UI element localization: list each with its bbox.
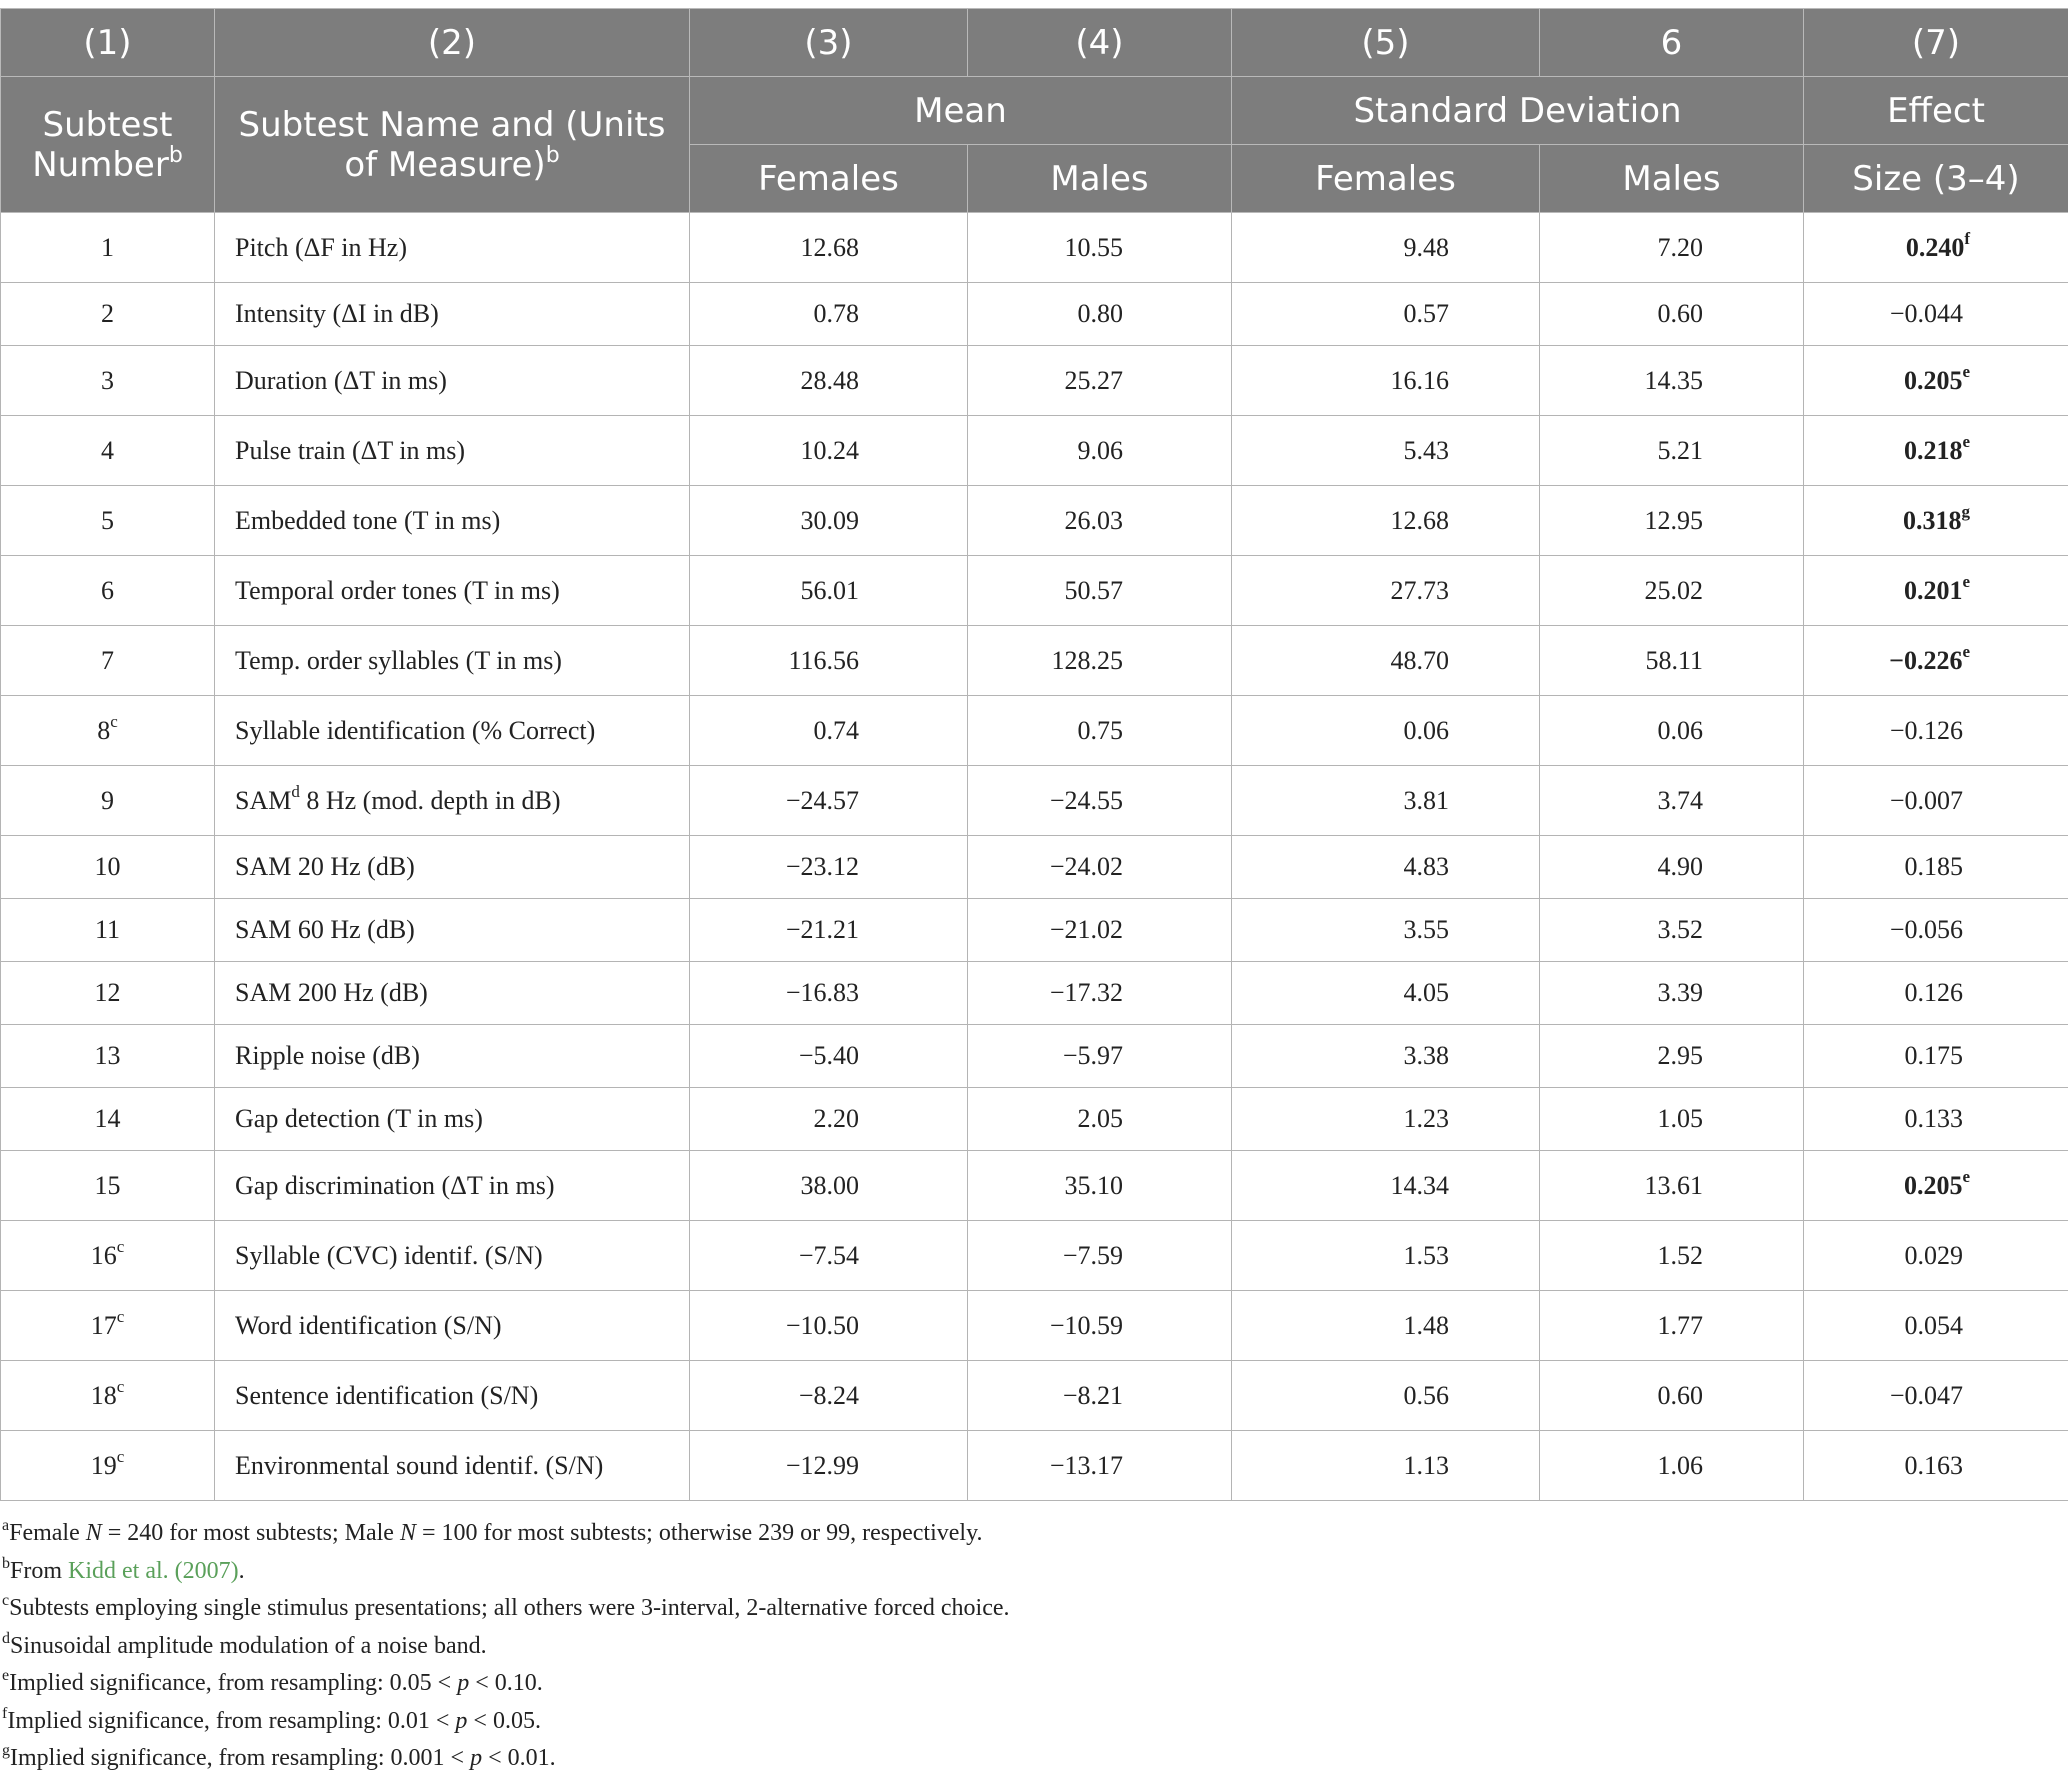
sd-females-cell: 48.70 bbox=[1232, 626, 1540, 696]
subtest-number-cell bbox=[1, 1221, 215, 1291]
sd-females-cell: 14.34 bbox=[1232, 1151, 1540, 1221]
sd-males-cell: 0.60 bbox=[1540, 1361, 1804, 1431]
footnote-marker: b bbox=[2, 1554, 10, 1572]
table-row bbox=[1, 1431, 2068, 1501]
sd-males-cell: 13.61 bbox=[1540, 1151, 1804, 1221]
table-footnotes bbox=[2, 1515, 1010, 1778]
mean-females-cell: 38.00 bbox=[690, 1151, 968, 1221]
sd-females-cell: 0.06 bbox=[1232, 696, 1540, 766]
footnote-a bbox=[2, 1515, 1010, 1553]
subtest-number: 5 bbox=[101, 505, 114, 535]
footnote-text: < 0.05. bbox=[467, 1707, 541, 1734]
subtest-number: 6 bbox=[101, 575, 114, 605]
effect-size-value: −0.007 bbox=[1889, 785, 1963, 815]
subtest-name-cell bbox=[215, 1221, 690, 1291]
subtest-number-footnote: c bbox=[116, 1236, 125, 1256]
footnote-text: = 100 for most subtests; otherwise 239 or 99, respectively. bbox=[415, 1520, 983, 1546]
mean-females-cell: 28.48 bbox=[690, 346, 968, 416]
subtest-name-cell bbox=[215, 1151, 690, 1221]
subtest-name: SAM bbox=[235, 785, 292, 815]
sd-females-cell: 4.83 bbox=[1232, 836, 1540, 899]
subtest-name-cell bbox=[215, 283, 690, 346]
sd-males-cell: 4.90 bbox=[1540, 836, 1804, 899]
col-number-7: (7) bbox=[1804, 9, 2068, 77]
footnote-c bbox=[2, 1590, 1010, 1628]
subtest-number-footnote: c bbox=[110, 711, 118, 731]
subtest-number: 10 bbox=[94, 852, 121, 881]
mean-males-cell: 128.25 bbox=[968, 626, 1232, 696]
mean-females-cell: −8.24 bbox=[690, 1361, 968, 1431]
subtest-number-footnote: c bbox=[116, 1446, 125, 1466]
subtest-name-cell bbox=[215, 1361, 690, 1431]
subtest-name-rest: 8 Hz (mod. depth in dB) bbox=[299, 785, 561, 815]
subtest-number: 12 bbox=[94, 978, 121, 1007]
effect-size-cell bbox=[1804, 766, 2068, 836]
footnote-text: From bbox=[10, 1557, 69, 1584]
mean-males-cell: 10.55 bbox=[968, 213, 1232, 283]
significance-marker: e bbox=[1962, 571, 1970, 591]
subtest-number-cell bbox=[1, 213, 215, 283]
footnote-marker: e bbox=[2, 1667, 10, 1684]
effect-size-value: 0.205 bbox=[1903, 1170, 1963, 1200]
mean-header: Mean bbox=[690, 77, 1232, 145]
footnote-text: Implied significance, from resampling: 0.05 < bbox=[9, 1670, 458, 1696]
significance-marker: g bbox=[1961, 501, 1970, 521]
sd-females-cell: 1.48 bbox=[1232, 1291, 1540, 1361]
subtest-number-cell bbox=[1, 766, 215, 836]
subtest-name: Gap detection (T in ms) bbox=[235, 1104, 483, 1133]
subtest-number: 13 bbox=[94, 1041, 121, 1070]
table-row bbox=[1, 766, 2068, 836]
subtest-name-cell bbox=[215, 1431, 690, 1501]
subtest-number: 15 bbox=[94, 1170, 121, 1200]
sd-females-cell: 1.13 bbox=[1232, 1431, 1540, 1501]
footnote-e bbox=[2, 1665, 1010, 1703]
subtest-name: SAM 60 Hz (dB) bbox=[235, 915, 415, 944]
footnote-italic: N bbox=[85, 1520, 102, 1546]
effect-size-value: 0.318 bbox=[1903, 505, 1962, 535]
subtest-name-footnote: d bbox=[291, 781, 300, 801]
subtest-number-cell bbox=[1, 1291, 215, 1361]
mean-females-cell: −7.54 bbox=[690, 1221, 968, 1291]
mean-females-cell: 56.01 bbox=[690, 556, 968, 626]
subtest-number-header bbox=[1, 77, 215, 213]
subtest-name: Ripple noise (dB) bbox=[235, 1041, 420, 1070]
effect-size-cell bbox=[1804, 486, 2068, 556]
sd-females-cell: 1.53 bbox=[1232, 1221, 1540, 1291]
citation-link[interactable]: Kidd et al. (2007) bbox=[68, 1557, 239, 1584]
subtest-name-label: Subtest Name and (Units of Measure) bbox=[238, 104, 666, 185]
subtest-number: 1 bbox=[101, 232, 114, 262]
sd-females-cell: 4.05 bbox=[1232, 962, 1540, 1025]
effect-size-value: −0.126 bbox=[1889, 715, 1963, 745]
standard-deviation-header: Standard Deviation bbox=[1232, 77, 1804, 145]
subtest-number-cell bbox=[1, 836, 215, 899]
sd-males-cell: 1.06 bbox=[1540, 1431, 1804, 1501]
mean-males-cell: 0.75 bbox=[968, 696, 1232, 766]
mean-males-header: Males bbox=[968, 145, 1232, 213]
effect-size-value: 0.133 bbox=[1904, 1104, 1963, 1133]
subtest-name: Sentence identification (S/N) bbox=[235, 1380, 539, 1410]
effect-size-value: −0.056 bbox=[1889, 915, 1963, 944]
col-number-4: (4) bbox=[968, 9, 1232, 77]
mean-males-cell: −13.17 bbox=[968, 1431, 1232, 1501]
mean-males-cell: −5.97 bbox=[968, 1025, 1232, 1088]
effect-size-value: 0.029 bbox=[1904, 1240, 1963, 1270]
table-row bbox=[1, 283, 2068, 346]
mean-males-cell: −24.55 bbox=[968, 766, 1232, 836]
mean-females-cell: 116.56 bbox=[690, 626, 968, 696]
table-header bbox=[1, 9, 2068, 213]
table-row bbox=[1, 1221, 2068, 1291]
footnote-text: Female bbox=[9, 1520, 86, 1546]
footnote-text: Subtests employing single stimulus presentations; all others were 3-interval, 2-alternative forced choice. bbox=[9, 1595, 1010, 1621]
subtest-number-cell bbox=[1, 696, 215, 766]
mean-males-cell: −24.02 bbox=[968, 836, 1232, 899]
sd-females-header: Females bbox=[1232, 145, 1540, 213]
mean-males-cell: −8.21 bbox=[968, 1361, 1232, 1431]
subtest-name-cell bbox=[215, 962, 690, 1025]
sd-females-cell: 12.68 bbox=[1232, 486, 1540, 556]
mean-males-cell: −21.02 bbox=[968, 899, 1232, 962]
subtest-name-cell bbox=[215, 626, 690, 696]
footnote-italic: p bbox=[457, 1670, 470, 1696]
effect-size-value: 0.054 bbox=[1904, 1310, 1963, 1340]
mean-males-cell: 50.57 bbox=[968, 556, 1232, 626]
subtest-number: 4 bbox=[101, 435, 114, 465]
significance-marker: e bbox=[1962, 431, 1970, 451]
subtest-name: Intensity (ΔI in dB) bbox=[235, 299, 439, 328]
sd-males-cell: 12.95 bbox=[1540, 486, 1804, 556]
effect-size-value: −0.226 bbox=[1889, 645, 1963, 675]
effect-size-value: −0.047 bbox=[1889, 1380, 1963, 1410]
sd-females-cell: 3.38 bbox=[1232, 1025, 1540, 1088]
table-row bbox=[1, 346, 2068, 416]
subtest-number: 18 bbox=[90, 1380, 117, 1410]
column-number-row bbox=[1, 9, 2068, 77]
subtest-name-cell bbox=[215, 766, 690, 836]
significance-marker: e bbox=[1962, 361, 1970, 381]
effect-size-value: 0.240 bbox=[1905, 232, 1965, 262]
footnote-text: Implied significance, from resampling: 0.001 < bbox=[10, 1745, 471, 1771]
subtest-name-header bbox=[215, 77, 690, 213]
effect-size-value: −0.044 bbox=[1889, 299, 1963, 328]
sd-males-cell: 14.35 bbox=[1540, 346, 1804, 416]
subtest-number-cell bbox=[1, 416, 215, 486]
effect-header: Effect bbox=[1804, 77, 2068, 145]
footnote-italic: p bbox=[455, 1707, 468, 1734]
subtest-name: Pulse train (ΔT in ms) bbox=[235, 435, 466, 465]
col-number-1: (1) bbox=[1, 9, 215, 77]
sd-females-cell: 3.55 bbox=[1232, 899, 1540, 962]
effect-size-cell bbox=[1804, 1431, 2068, 1501]
effect-size-value: 0.163 bbox=[1904, 1450, 1963, 1480]
subtest-number-cell bbox=[1, 346, 215, 416]
subtest-number-cell bbox=[1, 1151, 215, 1221]
sd-males-cell: 3.74 bbox=[1540, 766, 1804, 836]
effect-size-cell bbox=[1804, 1151, 2068, 1221]
significance-marker: f bbox=[1964, 228, 1970, 248]
effect-size-value: 0.218 bbox=[1903, 435, 1963, 465]
effect-size-value: 0.201 bbox=[1903, 575, 1963, 605]
subtest-name-cell bbox=[215, 213, 690, 283]
mean-males-cell: −10.59 bbox=[968, 1291, 1232, 1361]
sd-males-cell: 3.39 bbox=[1540, 962, 1804, 1025]
effect-size-cell bbox=[1804, 346, 2068, 416]
subtest-name-cell bbox=[215, 696, 690, 766]
subtest-name: Gap discrimination (ΔT in ms) bbox=[235, 1170, 555, 1200]
subtest-number-cell bbox=[1, 1431, 215, 1501]
table-row bbox=[1, 962, 2068, 1025]
col-number-2: (2) bbox=[215, 9, 690, 77]
subtest-number-cell bbox=[1, 1361, 215, 1431]
subtest-number: 11 bbox=[94, 915, 121, 944]
mean-males-cell: 35.10 bbox=[968, 1151, 1232, 1221]
sd-males-cell: 1.05 bbox=[1540, 1088, 1804, 1151]
table-row bbox=[1, 899, 2068, 962]
subtest-number-cell bbox=[1, 486, 215, 556]
subtest-number-footnote: b bbox=[168, 142, 183, 168]
footnote-marker: g bbox=[2, 1742, 10, 1759]
table-row bbox=[1, 213, 2068, 283]
mean-males-cell: 9.06 bbox=[968, 416, 1232, 486]
effect-size-cell bbox=[1804, 1361, 2068, 1431]
sd-males-cell: 7.20 bbox=[1540, 213, 1804, 283]
subtest-name: SAM 200 Hz (dB) bbox=[235, 978, 428, 1007]
subtest-number: 3 bbox=[101, 365, 114, 395]
subtest-number: 14 bbox=[94, 1104, 121, 1133]
effect-size-value: 0.185 bbox=[1904, 852, 1963, 881]
subtest-name: Embedded tone (T in ms) bbox=[235, 505, 501, 535]
mean-females-cell: 30.09 bbox=[690, 486, 968, 556]
subtest-name-cell bbox=[215, 1025, 690, 1088]
subtest-number: 8 bbox=[97, 715, 111, 745]
footnote-marker: f bbox=[2, 1704, 8, 1722]
mean-females-cell: 2.20 bbox=[690, 1088, 968, 1151]
table-row bbox=[1, 1151, 2068, 1221]
significance-marker: e bbox=[1962, 1166, 1970, 1186]
mean-females-cell: −16.83 bbox=[690, 962, 968, 1025]
col-number-6: 6 bbox=[1540, 9, 1804, 77]
subtest-number: 9 bbox=[101, 785, 114, 815]
subtest-number-cell bbox=[1, 283, 215, 346]
footnote-text: Implied significance, from resampling: 0.01 < bbox=[7, 1707, 456, 1734]
subtest-number-cell bbox=[1, 1025, 215, 1088]
mean-females-cell: 0.78 bbox=[690, 283, 968, 346]
subtest-name: Syllable identification (% Correct) bbox=[235, 715, 596, 745]
effect-size-cell bbox=[1804, 1291, 2068, 1361]
sd-females-cell: 0.57 bbox=[1232, 283, 1540, 346]
sd-males-cell: 5.21 bbox=[1540, 416, 1804, 486]
subtest-number-cell bbox=[1, 556, 215, 626]
table-row bbox=[1, 836, 2068, 899]
footnote-f bbox=[2, 1703, 1010, 1741]
footnote-marker: c bbox=[2, 1592, 10, 1609]
subtest-name-cell bbox=[215, 486, 690, 556]
sd-females-cell: 1.23 bbox=[1232, 1088, 1540, 1151]
subtest-name: Temporal order tones (T in ms) bbox=[235, 575, 560, 605]
sd-males-cell: 25.02 bbox=[1540, 556, 1804, 626]
footnote-marker: a bbox=[2, 1517, 10, 1534]
footnote-marker: d bbox=[2, 1629, 10, 1647]
effect-size-cell bbox=[1804, 416, 2068, 486]
mean-females-cell: −21.21 bbox=[690, 899, 968, 962]
sd-males-cell: 2.95 bbox=[1540, 1025, 1804, 1088]
subtest-name-cell bbox=[215, 836, 690, 899]
table-row bbox=[1, 1291, 2068, 1361]
effect-size-header: Size (3–4) bbox=[1804, 145, 2068, 213]
footnote-text: < 0.10. bbox=[469, 1670, 543, 1696]
subtest-name-cell bbox=[215, 556, 690, 626]
effect-size-cell bbox=[1804, 1025, 2068, 1088]
subtest-name-cell bbox=[215, 346, 690, 416]
sd-males-header: Males bbox=[1540, 145, 1804, 213]
mean-males-cell: −17.32 bbox=[968, 962, 1232, 1025]
subtest-number: 19 bbox=[90, 1450, 117, 1480]
table-row bbox=[1, 696, 2068, 766]
subtest-name: Pitch (ΔF in Hz) bbox=[235, 232, 407, 262]
subtest-number-cell bbox=[1, 962, 215, 1025]
subtest-name-footnote: b bbox=[545, 142, 560, 168]
subtest-number-footnote: c bbox=[116, 1376, 125, 1396]
subtest-number: 7 bbox=[101, 645, 114, 675]
mean-males-cell: −7.59 bbox=[968, 1221, 1232, 1291]
subtest-number-footnote: c bbox=[116, 1306, 125, 1326]
subtest-name: Temp. order syllables (T in ms) bbox=[235, 645, 562, 675]
footnote-italic: N bbox=[399, 1520, 416, 1546]
subtest-number: 17 bbox=[90, 1310, 117, 1340]
footnote-b bbox=[2, 1553, 1010, 1591]
col-number-3: (3) bbox=[690, 9, 968, 77]
subtest-number-cell bbox=[1, 899, 215, 962]
mean-females-cell: −10.50 bbox=[690, 1291, 968, 1361]
footnote-text: < 0.01. bbox=[482, 1745, 556, 1771]
mean-females-cell: 12.68 bbox=[690, 213, 968, 283]
effect-size-value: 0.175 bbox=[1904, 1041, 1963, 1070]
effect-size-cell bbox=[1804, 696, 2068, 766]
footnote-italic: p bbox=[470, 1745, 483, 1771]
subtest-number: 16 bbox=[90, 1240, 117, 1270]
subtest-name: SAM 20 Hz (dB) bbox=[235, 852, 415, 881]
sd-males-cell: 3.52 bbox=[1540, 899, 1804, 962]
effect-size-cell bbox=[1804, 1221, 2068, 1291]
sd-females-cell: 9.48 bbox=[1232, 213, 1540, 283]
sd-males-cell: 0.06 bbox=[1540, 696, 1804, 766]
effect-size-cell bbox=[1804, 962, 2068, 1025]
sd-males-cell: 58.11 bbox=[1540, 626, 1804, 696]
table-row bbox=[1, 626, 2068, 696]
significance-marker: e bbox=[1962, 641, 1970, 661]
subtest-name-cell bbox=[215, 416, 690, 486]
effect-size-cell bbox=[1804, 626, 2068, 696]
table-row bbox=[1, 1025, 2068, 1088]
mean-females-header: Females bbox=[690, 145, 968, 213]
effect-size-cell bbox=[1804, 213, 2068, 283]
subtest-number-cell bbox=[1, 1088, 215, 1151]
footnote-text: . bbox=[238, 1557, 245, 1584]
subtest-name-cell bbox=[215, 899, 690, 962]
subtest-number: 2 bbox=[101, 299, 114, 328]
subtest-name: Duration (ΔT in ms) bbox=[235, 365, 447, 395]
mean-females-cell: −23.12 bbox=[690, 836, 968, 899]
sd-males-cell: 1.77 bbox=[1540, 1291, 1804, 1361]
sd-males-cell: 0.60 bbox=[1540, 283, 1804, 346]
effect-size-cell bbox=[1804, 836, 2068, 899]
footnote-text: Sinusoidal amplitude modulation of a noise band. bbox=[10, 1632, 487, 1659]
sd-females-cell: 27.73 bbox=[1232, 556, 1540, 626]
mean-females-cell: 0.74 bbox=[690, 696, 968, 766]
subtest-name-cell bbox=[215, 1088, 690, 1151]
effect-size-value: 0.126 bbox=[1904, 978, 1963, 1007]
mean-males-cell: 26.03 bbox=[968, 486, 1232, 556]
mean-females-cell: −5.40 bbox=[690, 1025, 968, 1088]
group-header-row bbox=[1, 77, 2068, 145]
subtest-number-label: Subtest Number bbox=[32, 104, 173, 185]
table-row bbox=[1, 1361, 2068, 1431]
sd-females-cell: 5.43 bbox=[1232, 416, 1540, 486]
effect-size-cell bbox=[1804, 283, 2068, 346]
table-container bbox=[0, 8, 2068, 1501]
mean-females-cell: 10.24 bbox=[690, 416, 968, 486]
table-row bbox=[1, 486, 2068, 556]
subtest-name-cell bbox=[215, 1291, 690, 1361]
sd-females-cell: 16.16 bbox=[1232, 346, 1540, 416]
effect-size-value: 0.205 bbox=[1903, 365, 1963, 395]
mean-females-cell: −24.57 bbox=[690, 766, 968, 836]
footnote-text: = 240 for most subtests; Male bbox=[101, 1520, 400, 1546]
mean-males-cell: 2.05 bbox=[968, 1088, 1232, 1151]
effect-size-cell bbox=[1804, 556, 2068, 626]
subtest-number-cell bbox=[1, 626, 215, 696]
table-row bbox=[1, 416, 2068, 486]
table-row bbox=[1, 1088, 2068, 1151]
col-number-5: (5) bbox=[1232, 9, 1540, 77]
footnote-d bbox=[2, 1628, 1010, 1666]
mean-males-cell: 25.27 bbox=[968, 346, 1232, 416]
subtest-name: Syllable (CVC) identif. (S/N) bbox=[235, 1240, 543, 1270]
mean-males-cell: 0.80 bbox=[968, 283, 1232, 346]
table-body bbox=[1, 213, 2068, 1501]
sd-females-cell: 3.81 bbox=[1232, 766, 1540, 836]
subtest-name: Word identification (S/N) bbox=[235, 1310, 502, 1340]
sd-males-cell: 1.52 bbox=[1540, 1221, 1804, 1291]
table-row bbox=[1, 556, 2068, 626]
effect-size-cell bbox=[1804, 899, 2068, 962]
mean-females-cell: −12.99 bbox=[690, 1431, 968, 1501]
footnote-g bbox=[2, 1740, 1010, 1778]
data-table bbox=[0, 8, 2068, 1501]
sd-females-cell: 0.56 bbox=[1232, 1361, 1540, 1431]
subtest-name: Environmental sound identif. (S/N) bbox=[235, 1450, 604, 1480]
effect-size-cell bbox=[1804, 1088, 2068, 1151]
